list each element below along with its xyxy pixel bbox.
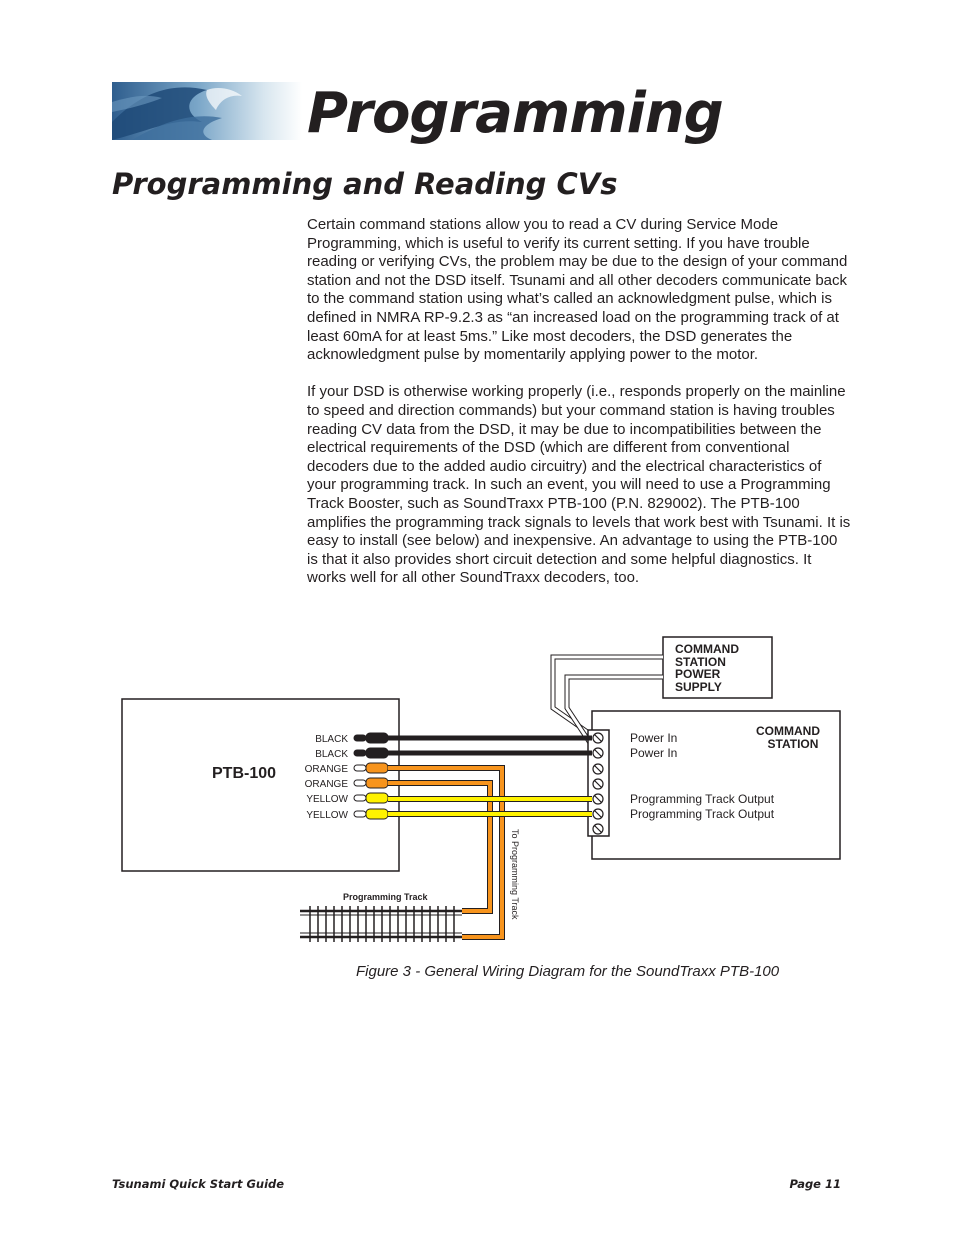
terminal-label: Power In bbox=[630, 746, 678, 760]
wire-label: ORANGE bbox=[304, 764, 348, 775]
terminal-label: Programming Track Output bbox=[630, 807, 775, 821]
page-title: Programming bbox=[307, 81, 723, 146]
programming-track-label: Programming Track bbox=[343, 892, 428, 902]
black-wires bbox=[388, 738, 592, 753]
wire-label: BLACK bbox=[315, 749, 348, 760]
command-station-label: STATION bbox=[767, 737, 819, 751]
power-supply-label: STATION bbox=[675, 655, 726, 669]
wire-label: YELLOW bbox=[306, 810, 348, 821]
to-programming-track-label: To Programming Track bbox=[510, 829, 520, 920]
paragraph: Certain command stations allow you to read a CV during Service Mode Programming, which is useful to verify its current setting. If you have trouble reading or verifying CVs, the problem may be due to the design of your command station and not the DSD itself. Tsunami and all other decoders communicate back to the command station using what’s called an acknowledgment pulse, which is defined in NMRA RP-9.2.3 as “an increased load on the programming track of at least 60mA for at least 5ms.” Like most decoders, the DSD generates the acknowledgment pulse by momentarily applying power to the motor. bbox=[307, 216, 848, 364]
body-text bbox=[307, 216, 852, 606]
figure-caption: Figure 3 - General Wiring Diagram for the SoundTraxx PTB-100 bbox=[356, 963, 780, 980]
terminal-label: Power In bbox=[630, 731, 678, 745]
terminal-label: Programming Track Output bbox=[630, 792, 775, 806]
wire-label: BLACK bbox=[315, 734, 348, 745]
command-station-label: COMMAND bbox=[756, 724, 820, 738]
wiring-diagram bbox=[0, 630, 954, 960]
programming-track-image bbox=[300, 906, 462, 942]
footer-guide-title: Tsunami Quick Start Guide bbox=[112, 1177, 285, 1191]
wave-logo-image bbox=[112, 82, 302, 140]
section-title: Programming and Reading CVs bbox=[112, 167, 618, 201]
power-supply-label: POWER bbox=[675, 667, 721, 681]
wire-label: YELLOW bbox=[306, 794, 348, 805]
ptb-100-label: PTB-100 bbox=[212, 765, 277, 782]
footer-page-number: Page 11 bbox=[789, 1177, 841, 1191]
wire-label: ORANGE bbox=[304, 779, 348, 790]
power-supply-label: COMMAND bbox=[675, 642, 739, 656]
paragraph: If your DSD is otherwise working properly (i.e., responds properly on the mainline to speed and direction commands) but your command station is having troubles reading CV data from the DSD, it may be due to incompatibilities between the electrical requirements of the DSD (which are different from conventional decoders due to the added audio circuitry) and the electrical characteristics of your programming track. In such an event, you will need to use a Programming Track Booster, such as SoundTraxx PTB-100 (P.N. 829002). The PTB-100 amplifies the programming track signals to levels that work best with Tsunami. It is easy to install (see below) and inexpensive. An advantage to using the PTB-100 is that it also provides short circuit detection and some helpful diagnostics. It works well for all other SoundTraxx decoders, too. bbox=[307, 383, 851, 587]
power-supply-label: SUPPLY bbox=[675, 680, 722, 694]
